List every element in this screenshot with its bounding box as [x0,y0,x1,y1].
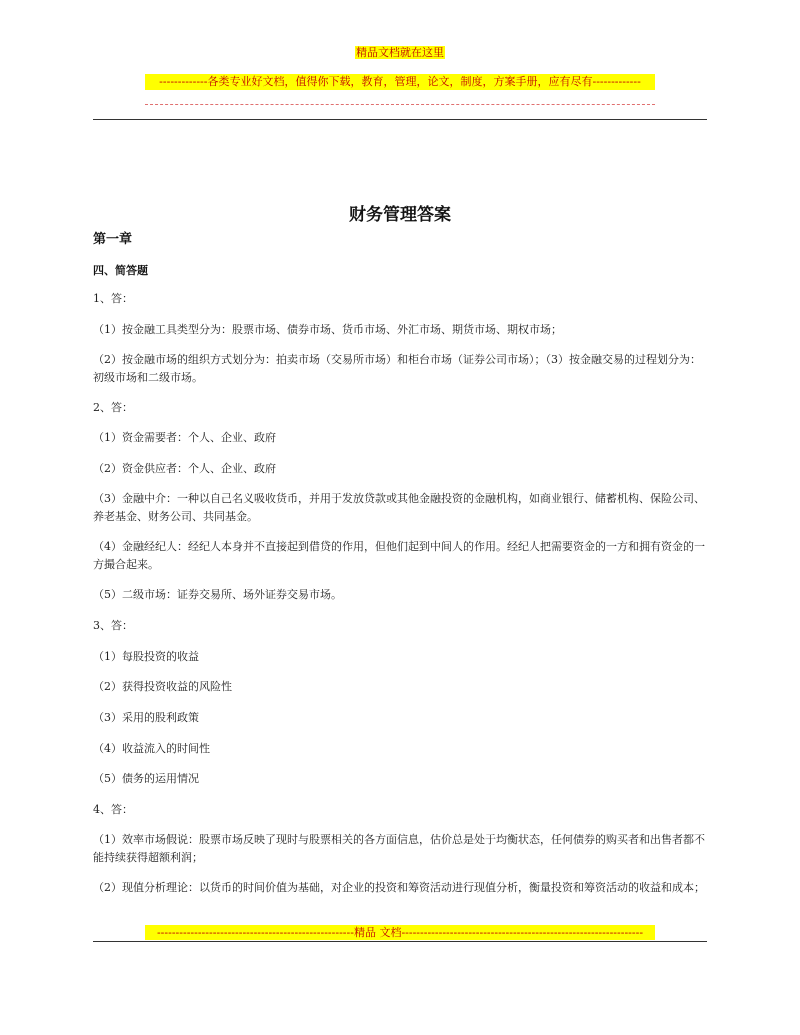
header-banner [0,45,800,60]
chapter-heading: 第一章 [93,232,133,247]
header-title: 精品文档就在这里 [356,46,444,59]
header-dashed-divider [145,104,655,105]
paragraph: （1）效率市场假说：股票市场反映了现时与股票相关的各方面信息，估价总是处于均衡状态，任何债券的购买者和出售者都不能持续获得超额利润； [93,833,705,864]
paragraph: （4）金融经纪人：经纪人本身并不直接起到借贷的作用，但他们起到中间人的作用。经纪人把需要资金的一方和拥有资金的一方撮合起来。 [93,540,705,571]
paragraph: （2）资金供应者：个人、企业、政府 [93,462,276,475]
header-slogan: -------------各类专业好文档，值得你下载，教育，管理，论文，制度，方案手册，应有尽有------------- [145,74,655,90]
paragraph: （1）每股投资的收益 [93,650,199,663]
section-heading: 四、简答题 [93,264,148,277]
paragraph: （3）金融中介：一种以自己名义吸收货币，并用于发放贷款或其他金融投资的金融机构，如商业银行、储蓄机构、保险公司、养老基金、财务公司、共同基金。 [93,492,705,523]
paragraph: （5）二级市场：证券交易所、场外证券交易市场。 [93,588,342,601]
paragraph-q3: 3、答： [93,619,133,632]
document-title: 财务管理答案 [349,205,451,225]
paragraph-q4: 4、答： [93,803,133,816]
paragraph: （5）债务的运用情况 [93,772,199,785]
paragraph: （2）现值分析理论：以货币的时间价值为基础，对企业的投资和筹资活动进行现值分析，衡量投资和筹资活动的收益和成本； [93,881,705,894]
paragraph-q2: 2、答： [93,401,133,414]
header-rule [93,119,707,120]
paragraph: （1）按金融工具类型分为：股票市场、债券市场、货币市场、外汇市场、期货市场、期权市场； [93,323,562,336]
footer-banner: -----------------------------------------------------精品 文档----------------------------------------------------------------- [145,925,655,940]
paragraph: （2）按金融市场的组织方式划分为：拍卖市场（交易所市场）和柜台市场（证券公司市场）；（3）按金融交易的过程划分为：初级市场和二级市场。 [93,353,701,384]
paragraph-q1: 1、答： [93,292,133,305]
paragraph: （2）获得投资收益的风险性 [93,680,232,693]
footer-rule [93,941,707,942]
paragraph: （4）收益流入的时间性 [93,742,210,755]
paragraph: （1）资金需要者：个人、企业、政府 [93,431,276,444]
paragraph: （3）采用的股利政策 [93,711,199,724]
